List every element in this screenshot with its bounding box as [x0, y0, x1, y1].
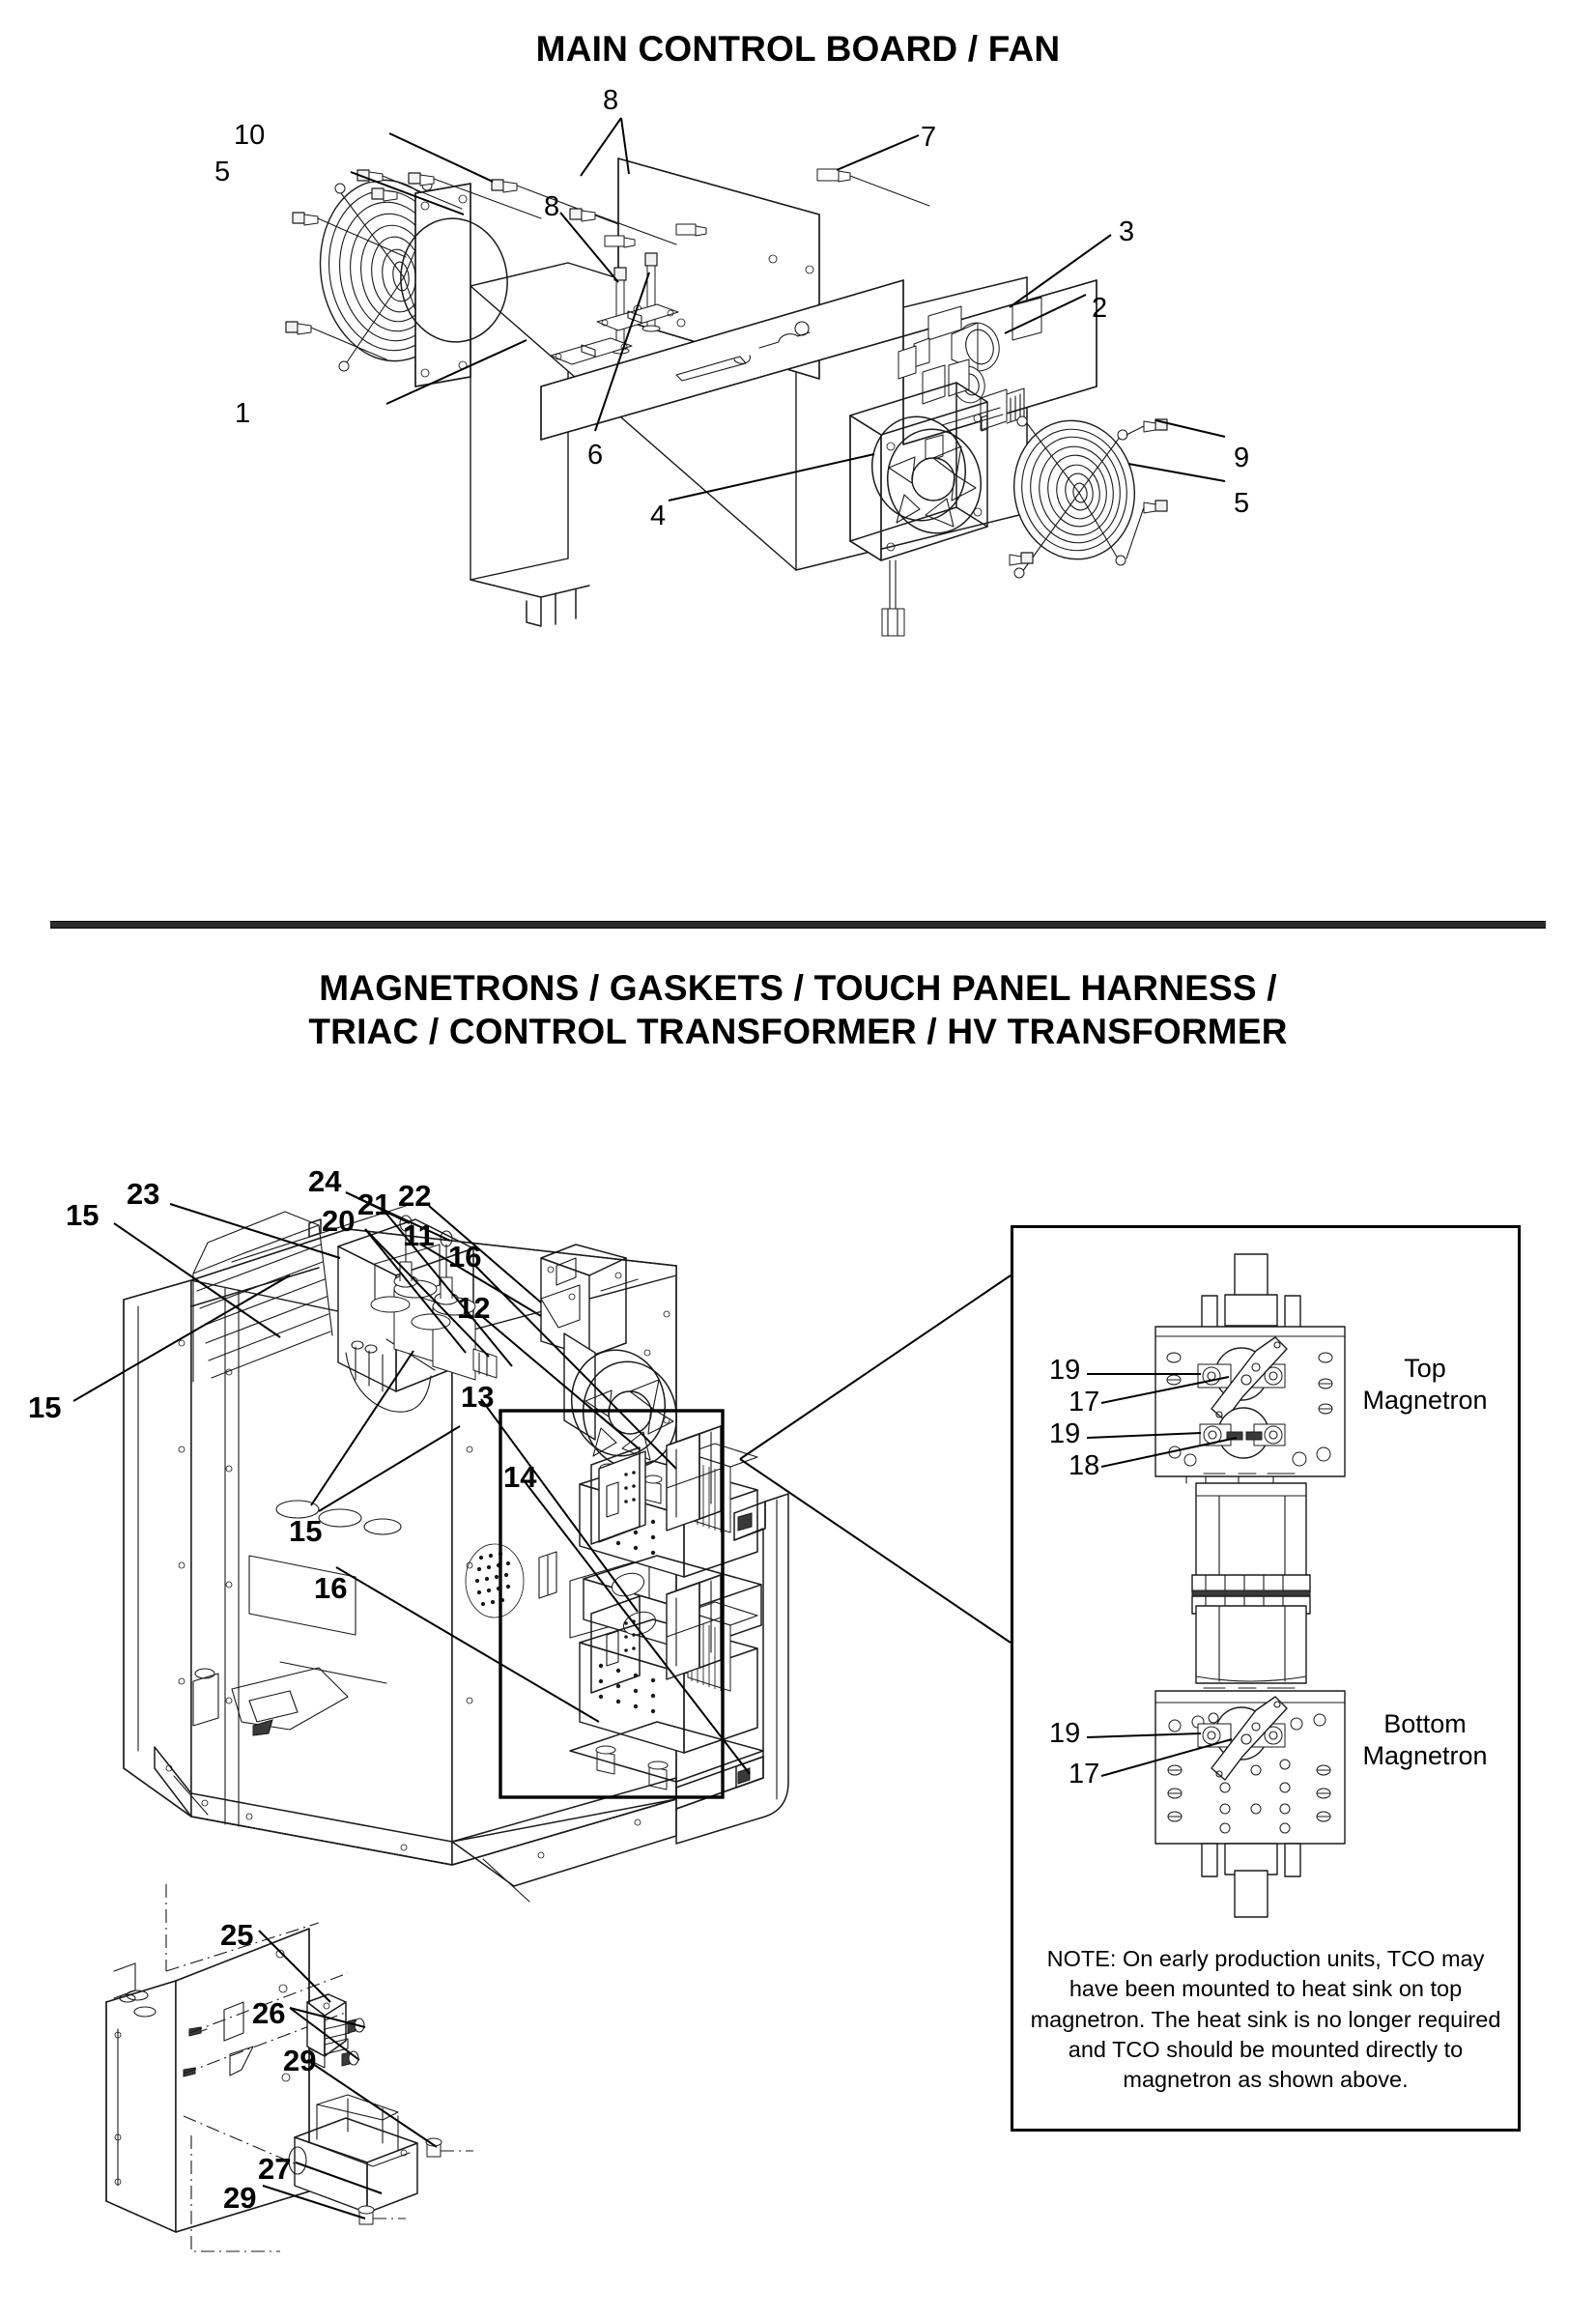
callout-3: 3 [1119, 216, 1135, 247]
callout-10: 10 [234, 120, 266, 151]
section-2-title-line-2: TRIAC / CONTROL TRANSFORMER / HV TRANSFORMER [308, 1012, 1288, 1052]
inset-callout-18: 18 [1069, 1450, 1100, 1481]
top-magnetron-label-line2: Magnetron [1362, 1385, 1488, 1415]
inset-callout-19b: 19 [1049, 1418, 1081, 1449]
callout-12: 12 [457, 1291, 491, 1325]
callout-8b: 8 [544, 191, 560, 222]
callout-13: 13 [461, 1380, 495, 1414]
callout-11: 11 [403, 1218, 435, 1252]
top-magnetron-detail [1155, 1254, 1345, 1596]
callout-23: 23 [127, 1177, 160, 1211]
callout-25: 25 [220, 1918, 254, 1952]
inset-callout-17b: 17 [1069, 1759, 1100, 1789]
bottom-magnetron-label-line2: Magnetron [1362, 1740, 1488, 1770]
callout-16b: 16 [314, 1571, 348, 1605]
callout-5a: 5 [214, 157, 231, 187]
tco-mounting-note: NOTE: On early production units, TCO may have been mounted to heat sink on top magnetron. The heat sink is no longer required and TCO should be mounted directly to magnetron as shown above. [1030, 1946, 1501, 2092]
callout-9: 9 [1234, 443, 1250, 473]
callout-7: 7 [921, 122, 937, 153]
section-1-title: MAIN CONTROL BOARD / FAN [535, 29, 1061, 69]
callout-29b: 29 [223, 2181, 257, 2215]
callout-8: 8 [603, 85, 619, 116]
callout-4: 4 [650, 501, 667, 531]
callout-26: 26 [252, 1996, 286, 2030]
callout-14: 14 [503, 1460, 537, 1494]
callout-16a: 16 [448, 1240, 482, 1274]
bottom-magnetron-label-line1: Bottom [1383, 1709, 1467, 1738]
callout-15a: 15 [66, 1198, 100, 1232]
callout-15b: 15 [28, 1390, 62, 1424]
callout-2: 2 [1092, 293, 1108, 324]
callout-29a: 29 [283, 2044, 317, 2077]
callout-1: 1 [235, 398, 251, 429]
callout-15c: 15 [289, 1514, 323, 1548]
inset-callout-19c: 19 [1049, 1718, 1081, 1749]
top-magnetron-label-line1: Top [1404, 1354, 1446, 1383]
callout-6: 6 [587, 440, 604, 471]
top-magnetron-label [1353, 1353, 1497, 1417]
callout-24: 24 [308, 1164, 342, 1198]
callout-27: 27 [258, 2152, 292, 2186]
callout-5b: 5 [1234, 488, 1250, 519]
bottom-magnetron-label [1353, 1708, 1497, 1772]
callout-21: 21 [357, 1188, 391, 1221]
callout-20: 20 [322, 1204, 356, 1238]
inset-callout-17a: 17 [1069, 1387, 1100, 1417]
section-2-title-line-1: MAGNETRONS / GASKETS / TOUCH PANEL HARNESS / [319, 968, 1277, 1008]
callout-22: 22 [398, 1179, 432, 1213]
inset-callout-19a: 19 [1049, 1355, 1081, 1386]
